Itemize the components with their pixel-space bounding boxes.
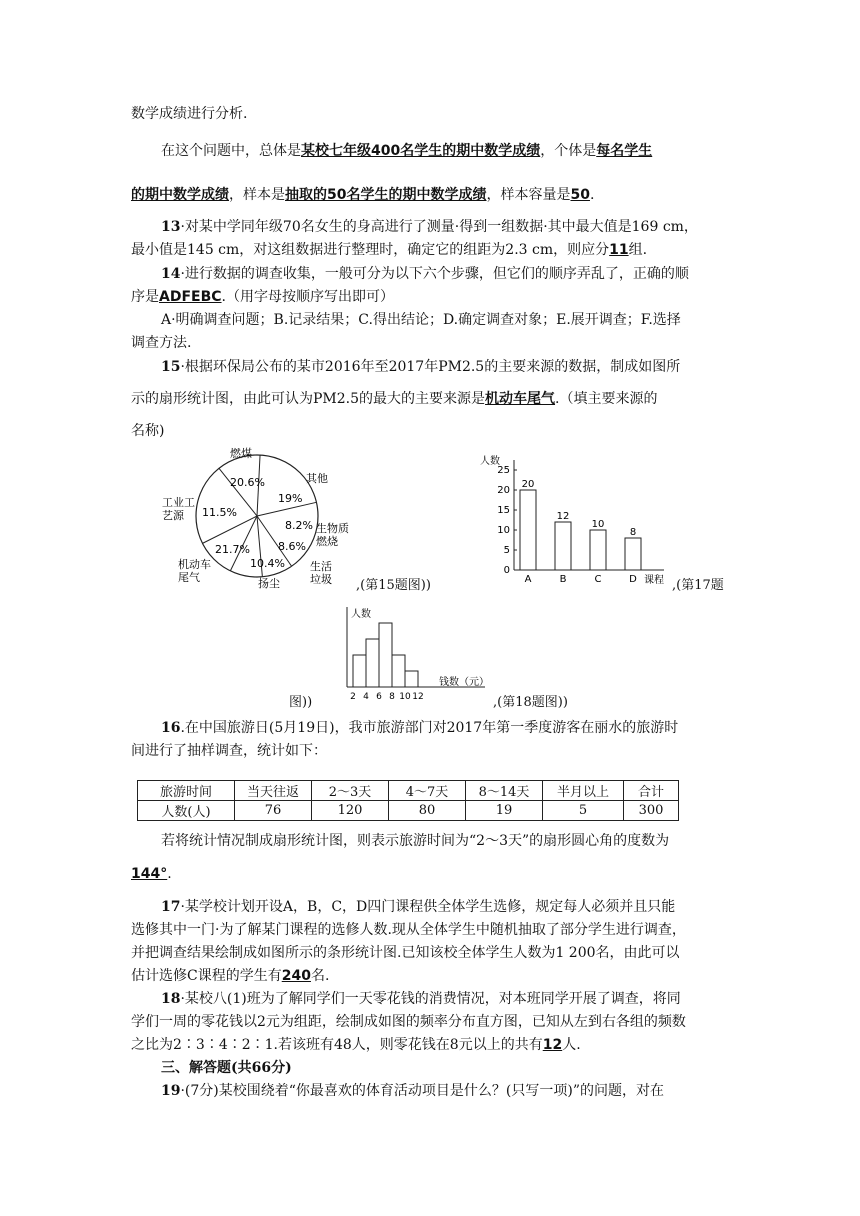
bar-C bbox=[590, 530, 606, 570]
bar-data-label: 10 bbox=[591, 519, 605, 530]
x-tick-label: 10 bbox=[399, 692, 411, 702]
question-17: 17·某学校计划开设A，B，C，D四门课程供全体学生选修，规定每人必须并且只能 bbox=[161, 899, 676, 915]
answer: 144° bbox=[131, 866, 168, 882]
text-line: 序是ADFEBC.（用字母按顺序写出即可） bbox=[131, 289, 394, 305]
bar-data-label: 20 bbox=[521, 479, 535, 490]
pie-label-industry: 工业工艺源 bbox=[162, 496, 195, 522]
y-tick-label: 20 bbox=[497, 485, 510, 496]
pie-value-industry: 11.5% bbox=[202, 506, 237, 519]
answer: 某校七年级400名学生的期中数学成绩 bbox=[301, 143, 541, 159]
table-cell: 合计 bbox=[624, 781, 679, 801]
pie-slice-5 bbox=[202, 516, 257, 543]
pie-value-trash: 8.6% bbox=[278, 540, 306, 553]
table-cell: 旅游时间 bbox=[138, 781, 235, 801]
pie-value-coal: 20.6% bbox=[230, 476, 265, 489]
answer: 抽取的50名学生的期中数学成绩 bbox=[285, 187, 487, 203]
table-cell: 4～7天 bbox=[389, 781, 466, 801]
x-tick-label: 6 bbox=[376, 692, 382, 702]
table-cell: 5 bbox=[543, 801, 624, 821]
table-cell: 120 bbox=[312, 801, 389, 821]
text-line: 之比为2∶3∶4∶2∶1.若该班有48人，则零花钱在8元以上的共有12人. bbox=[131, 1037, 581, 1053]
text-line: 144°. bbox=[131, 866, 172, 882]
hist-bar-3 bbox=[392, 655, 405, 687]
hist-bar-4 bbox=[405, 671, 418, 687]
text-line: 的期中数学成绩，样本是抽取的50名学生的期中数学成绩，样本容量是50. bbox=[131, 187, 595, 203]
table-cell: 300 bbox=[624, 801, 679, 821]
question-13: 13·对某中学同年级70名女生的身高进行了测量·得到一组数据·其中最大值是169 cm， bbox=[161, 219, 698, 235]
pie-chart-q15 bbox=[160, 440, 370, 590]
question-18: 18·某校八(1)班为了解同学们一天零花钱的消费情况，对本班同学开展了调查，将同 bbox=[161, 991, 681, 1007]
y-axis-label: 人数 bbox=[480, 456, 500, 467]
x-tick-label: B bbox=[559, 574, 567, 585]
pie-label-trash: 生活垃圾 bbox=[310, 560, 332, 586]
answer: 12 bbox=[542, 1037, 563, 1053]
answer: 的期中数学成绩 bbox=[131, 187, 229, 203]
table-cell: 80 bbox=[389, 801, 466, 821]
table-row bbox=[138, 801, 679, 821]
y-tick-label: 5 bbox=[503, 545, 510, 556]
x-tick-label: 8 bbox=[389, 692, 395, 702]
text-line: 最小值是145 cm，对这组数据进行整理时，确定它的组距为2.3 cm，则应分11组. bbox=[131, 242, 648, 258]
question-14: 14·进行数据的调查收集，一般可分为以下六个步骤，但它们的顺序弄乱了，正确的顺 bbox=[161, 266, 689, 282]
question-16: 16.在中国旅游日(5月19日)，我市旅游部门对2017年第一季度游客在丽水的旅游时 bbox=[161, 720, 679, 736]
hist-bar-1 bbox=[366, 639, 379, 687]
pie-value-bio: 8.2% bbox=[285, 519, 313, 532]
answer: 240 bbox=[281, 968, 311, 984]
pie-value-dust: 10.4% bbox=[250, 557, 285, 570]
y-tick-label: 10 bbox=[497, 525, 510, 536]
x-tick-label: 2 bbox=[350, 692, 356, 702]
y-tick-label: 25 bbox=[497, 465, 510, 476]
pie-label-coal: 燃煤 bbox=[230, 447, 252, 460]
text-line: 若将统计情况制成扇形统计图，则表示旅游时间为“2～3天”的扇形圆心角的度数为 bbox=[161, 833, 670, 849]
travel-table bbox=[137, 780, 679, 821]
table-cell: 半月以上 bbox=[543, 781, 624, 801]
answer: 每名学生 bbox=[596, 143, 653, 159]
table-cell: 2～3天 bbox=[312, 781, 389, 801]
bar-B bbox=[555, 522, 571, 570]
histogram-q18 bbox=[335, 605, 495, 707]
table-cell: 19 bbox=[466, 801, 543, 821]
answer: 50 bbox=[570, 187, 590, 203]
y-axis-label: 人数 bbox=[351, 609, 371, 620]
pie-value-other: 19% bbox=[278, 492, 303, 505]
text-line: 数学成绩进行分析. bbox=[131, 106, 248, 122]
bar-D bbox=[625, 538, 641, 570]
x-tick-label: C bbox=[594, 574, 602, 585]
question-15: 15·根据环保局公布的某市2016年至2017年PM2.5的主要来源的数据，制成如图所 bbox=[161, 359, 681, 375]
hist-bar-0 bbox=[353, 655, 366, 687]
bar-chart-q17 bbox=[478, 452, 678, 588]
answer: ADFEBC bbox=[159, 289, 222, 305]
figure-caption-15: ,(第15题图)) bbox=[356, 578, 431, 593]
pie-label-car: 机动车尾气 bbox=[178, 558, 211, 584]
pie-label-dust: 扬尘 bbox=[258, 577, 280, 590]
text-line: 示的扇形统计图，由此可认为PM2.5的最大的主要来源是机动车尾气.（填主要来源的 bbox=[131, 391, 658, 407]
x-axis-label: 钱数（元） bbox=[439, 677, 489, 688]
table-cell: 8～14天 bbox=[466, 781, 543, 801]
y-tick-label: 15 bbox=[497, 505, 510, 516]
answer: 机动车尾气 bbox=[485, 391, 556, 407]
table-cell: 当天往返 bbox=[235, 781, 312, 801]
y-tick-label: 0 bbox=[503, 565, 510, 576]
text-line: 估计选修C课程的学生有240名. bbox=[131, 968, 330, 984]
table-cell: 人数(人) bbox=[138, 801, 235, 821]
x-tick-label: D bbox=[629, 574, 637, 585]
table-row bbox=[138, 781, 679, 801]
text-line: 学们一周的零花钱以2元为组距，绘制成如图的频率分布直方图，已知从左到右各组的频数 bbox=[131, 1014, 686, 1030]
x-axis-label: 课程 bbox=[644, 575, 664, 586]
text-line: 间进行了抽样调查，统计如下： bbox=[131, 743, 327, 759]
text-line: 调查方法. bbox=[131, 335, 192, 351]
pie-label-bio: 生物质燃烧 bbox=[316, 522, 349, 548]
section-heading: 三、解答题(共66分) bbox=[161, 1060, 292, 1076]
text-line: 名称) bbox=[131, 423, 165, 439]
hist-bar-2 bbox=[379, 623, 392, 687]
answer: 11 bbox=[609, 242, 629, 258]
table-cell: 76 bbox=[235, 801, 312, 821]
x-tick-label: 4 bbox=[363, 692, 369, 702]
bar-data-label: 12 bbox=[556, 511, 570, 522]
figure-caption-18: ,(第18题图)) bbox=[493, 695, 568, 710]
pie-value-car: 21.7% bbox=[215, 543, 250, 556]
pie-label-other: 其他 bbox=[306, 472, 328, 485]
bar-data-label: 8 bbox=[629, 527, 637, 538]
text-line: 并把调查结果绘制成如图所示的条形统计图.已知该校全体学生人数为1 200名，由此可以 bbox=[131, 945, 680, 961]
x-tick-label: 12 bbox=[412, 692, 424, 702]
figure-caption-17b: 图)) bbox=[289, 695, 313, 710]
x-tick-label: A bbox=[524, 574, 532, 585]
text-line: 在这个问题中，总体是某校七年级400名学生的期中数学成绩，个体是每名学生 bbox=[161, 143, 653, 159]
text-line: 选修其中一门·为了解某门课程的选修人数.现从全体学生中随机抽取了部分学生进行调查， bbox=[131, 922, 686, 938]
question-19: 19·(7分)某校围绕着“你最喜欢的体育活动项目是什么？(只写一项)”的问题，对在 bbox=[161, 1083, 665, 1099]
text-line: A·明确调查问题；B.记录结果；C.得出结论；D.确定调查对象；E.展开调查；F.选择 bbox=[161, 312, 681, 328]
figure-caption-17: ,(第17题 bbox=[672, 578, 724, 593]
bar-A bbox=[520, 490, 536, 570]
